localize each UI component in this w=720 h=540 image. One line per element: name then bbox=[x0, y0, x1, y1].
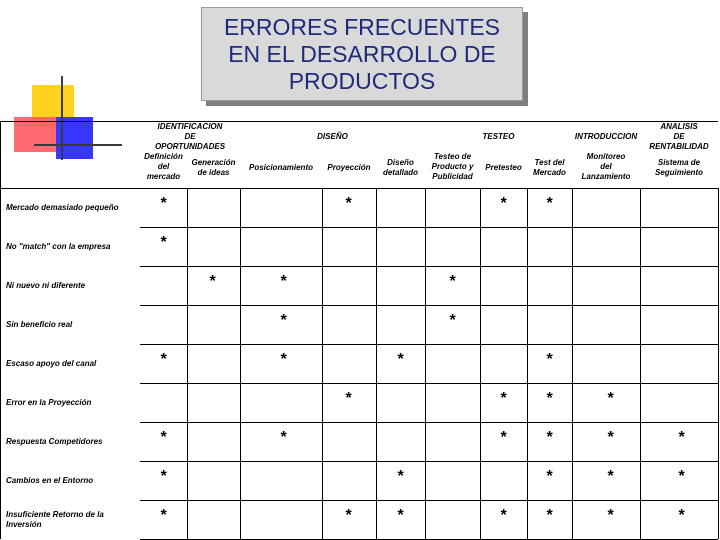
header-text-line: Test del bbox=[534, 158, 565, 167]
grid-vertical-line bbox=[527, 188, 528, 539]
header-text-line: Seguimiento bbox=[654, 168, 703, 177]
column-header bbox=[240, 163, 322, 173]
grid-horizontal-line bbox=[140, 227, 718, 228]
column-header bbox=[187, 158, 240, 178]
cell-mark: * bbox=[344, 195, 352, 212]
header-text-line: IDENTIFICACION bbox=[157, 122, 223, 131]
group-header: DISEÑO bbox=[317, 132, 348, 141]
title-line-1: ERRORES FRECUENTES bbox=[223, 13, 501, 40]
header-text-line: Mercado bbox=[533, 168, 566, 177]
group-header: INTRODUCCION bbox=[574, 132, 638, 141]
cell-mark: * bbox=[279, 429, 287, 446]
cell-mark: * bbox=[499, 195, 507, 212]
grid-horizontal-line bbox=[140, 461, 718, 462]
cell-mark: * bbox=[606, 390, 614, 407]
title-line-2: EN EL DESARROLLO DE bbox=[228, 40, 496, 67]
row-label-line: No "match" con la empresa bbox=[6, 241, 111, 251]
header-text-line: Definición bbox=[144, 152, 183, 161]
row-label-line: Escaso apoyo del canal bbox=[6, 358, 97, 368]
header-text-line: Sistema de bbox=[657, 158, 701, 167]
cell-mark: * bbox=[677, 468, 685, 485]
grid-vertical-line bbox=[572, 188, 573, 539]
column-header bbox=[376, 158, 425, 178]
header-text-line: OPORTUNIDADES bbox=[154, 142, 226, 151]
column-header bbox=[480, 163, 527, 173]
column-header bbox=[140, 152, 187, 182]
cell-mark: * bbox=[606, 429, 614, 446]
grid-vertical-line bbox=[480, 188, 481, 539]
grid-horizontal-line bbox=[140, 383, 718, 384]
grid-vertical-line bbox=[187, 188, 188, 539]
grid-horizontal-line bbox=[140, 344, 718, 345]
cell-mark: * bbox=[545, 195, 553, 212]
header-text-line: DE bbox=[673, 132, 685, 141]
row-label-line: Error en la Proyección bbox=[6, 397, 92, 407]
row-label-line: Insuficiente Retorno de la bbox=[6, 509, 104, 519]
column-header bbox=[322, 163, 376, 173]
cell-mark: * bbox=[448, 312, 456, 329]
grid-horizontal-line bbox=[0, 121, 718, 122]
header-text-line: ANALISIS bbox=[660, 122, 698, 131]
cell-mark: * bbox=[545, 351, 553, 368]
cell-mark: * bbox=[208, 273, 216, 290]
row-label-line: Ni nuevo ni diferente bbox=[6, 280, 86, 290]
grid-horizontal-line bbox=[140, 266, 718, 267]
cell-mark: * bbox=[606, 507, 614, 524]
header-text-line: Posicionamiento bbox=[248, 163, 313, 172]
row-label bbox=[6, 281, 138, 291]
decor-vertical-line bbox=[61, 76, 63, 160]
grid-vertical-line bbox=[0, 121, 1, 539]
grid-vertical-line bbox=[718, 188, 719, 539]
cell-mark: * bbox=[545, 390, 553, 407]
grid-vertical-line bbox=[376, 188, 377, 539]
row-label-line: Inversión bbox=[6, 519, 42, 529]
header-text-line: de ideas bbox=[197, 168, 230, 177]
decor-red-square bbox=[14, 117, 56, 152]
header-text-line: Monitoreo bbox=[586, 152, 626, 161]
cell-mark: * bbox=[344, 507, 352, 524]
column-header bbox=[640, 158, 718, 178]
header-text-line: Lanzamiento bbox=[581, 172, 631, 181]
grid-horizontal-line bbox=[140, 500, 718, 501]
cell-mark: * bbox=[606, 468, 614, 485]
row-label bbox=[6, 203, 138, 213]
header-text-line: Generación bbox=[191, 158, 236, 167]
header-text-line: RENTABILIDAD bbox=[649, 142, 709, 151]
header-text-line: Pretesteo bbox=[485, 163, 522, 172]
group-header bbox=[140, 122, 240, 152]
cell-mark: * bbox=[499, 429, 507, 446]
group-header: TESTEO bbox=[482, 132, 515, 141]
row-label bbox=[6, 242, 138, 252]
header-text-line: Publicidad bbox=[432, 172, 473, 181]
column-header bbox=[425, 152, 480, 182]
cell-mark: * bbox=[344, 390, 352, 407]
cell-mark: * bbox=[499, 390, 507, 407]
cell-mark: * bbox=[396, 507, 404, 524]
header-text-line: del bbox=[157, 162, 170, 171]
cell-mark: * bbox=[279, 273, 287, 290]
grid-vertical-line bbox=[425, 188, 426, 539]
cell-mark: * bbox=[677, 429, 685, 446]
slide-title bbox=[201, 7, 523, 101]
grid-vertical-line bbox=[640, 188, 641, 539]
row-label bbox=[6, 437, 138, 447]
cell-mark: * bbox=[396, 351, 404, 368]
row-label-line: Respuesta Competidores bbox=[6, 436, 103, 446]
header-text-line: del bbox=[600, 162, 612, 171]
column-header bbox=[572, 152, 640, 182]
cell-mark: * bbox=[159, 234, 167, 251]
decor-horizontal-line bbox=[34, 144, 122, 146]
title-line-3: PRODUCTOS bbox=[288, 67, 436, 94]
row-label bbox=[6, 320, 138, 330]
row-label-line: Cambios en el Entorno bbox=[6, 475, 94, 485]
cell-mark: * bbox=[545, 429, 553, 446]
grid-horizontal-line bbox=[140, 305, 718, 306]
header-text-line: Producto y bbox=[431, 162, 474, 171]
group-header bbox=[640, 122, 718, 152]
cell-mark: * bbox=[279, 351, 287, 368]
row-label bbox=[6, 510, 138, 530]
cell-mark: * bbox=[159, 351, 167, 368]
cell-mark: * bbox=[545, 507, 553, 524]
cell-mark: * bbox=[159, 468, 167, 485]
row-label bbox=[6, 476, 138, 486]
row-label-line: Sin beneficio real bbox=[6, 319, 73, 329]
header-text-line: detallado bbox=[382, 168, 419, 177]
row-label bbox=[6, 359, 138, 369]
cell-mark: * bbox=[159, 195, 167, 212]
row-label-line: Mercado demasiado pequeño bbox=[6, 202, 119, 212]
grid-vertical-line bbox=[240, 188, 241, 539]
header-text-line: Testeo de bbox=[433, 152, 472, 161]
column-header bbox=[527, 158, 572, 178]
header-text-line: Proyección bbox=[327, 163, 371, 172]
header-text-line: Diseño bbox=[387, 158, 414, 167]
cell-mark: * bbox=[677, 507, 685, 524]
header-text-line: mercado bbox=[146, 172, 181, 181]
cell-mark: * bbox=[448, 273, 456, 290]
cell-mark: * bbox=[499, 507, 507, 524]
cell-mark: * bbox=[279, 312, 287, 329]
header-text-line: DE bbox=[184, 132, 196, 141]
cell-mark: * bbox=[545, 468, 553, 485]
cell-mark: * bbox=[159, 507, 167, 524]
grid-horizontal-line bbox=[140, 422, 718, 423]
grid-vertical-line bbox=[322, 188, 323, 539]
row-label bbox=[6, 398, 138, 408]
cell-mark: * bbox=[159, 429, 167, 446]
grid-horizontal-line bbox=[0, 188, 718, 189]
cell-mark: * bbox=[396, 468, 404, 485]
